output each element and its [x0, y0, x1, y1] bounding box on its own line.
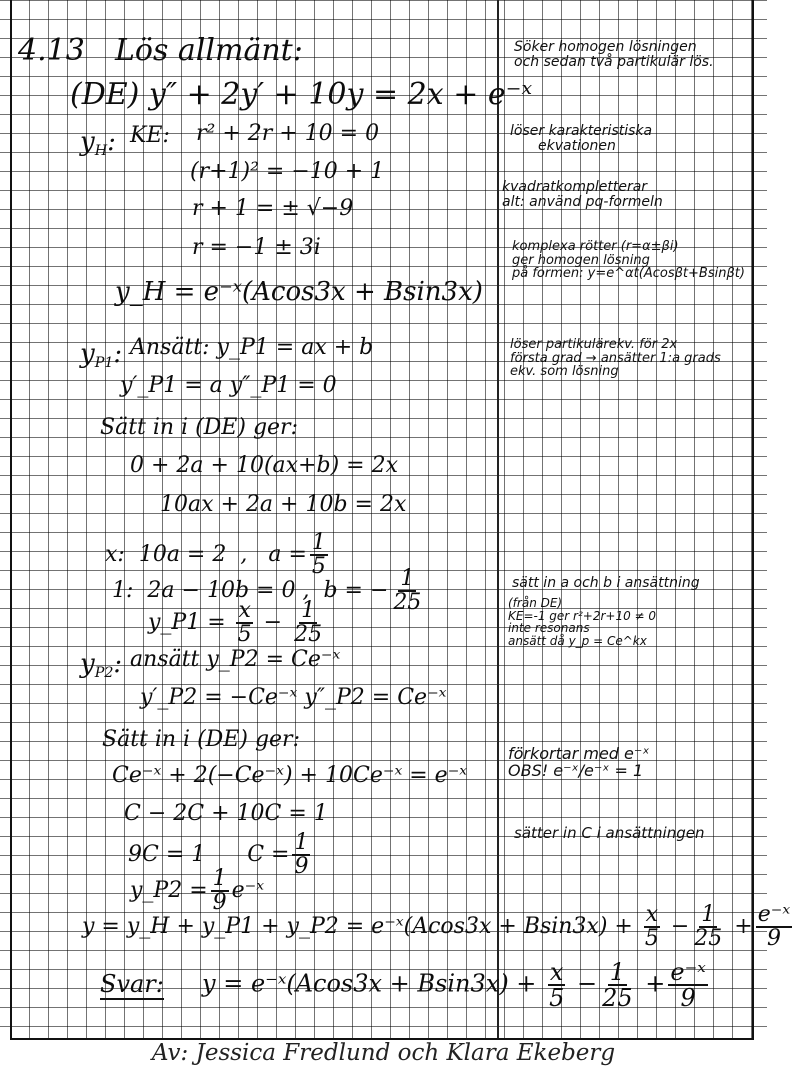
- particular1-insert: Sätt in i (DE) ger:: [100, 415, 298, 440]
- c-fraction: $\frac{1}{9}$: [294, 830, 309, 879]
- note-cancel-exponential: förkortar med e⁻ˣ OBS! e⁻ˣ/e⁻ˣ = 1: [508, 744, 650, 780]
- particular2-insert: Sätt in i (DE) ger:: [102, 727, 300, 752]
- particular1-step-1: 0 + 2a + 10(ax+b) = 2x: [130, 453, 398, 478]
- note-insert-ab: sätt in a och b i ansättning: [512, 575, 700, 591]
- margin-divider: [497, 0, 499, 1040]
- frame-line-right: [752, 0, 754, 1040]
- particular2-step-1: Ce⁻ˣ + 2(−Ce⁻ˣ) + 10Ce⁻ˣ = e⁻ˣ: [112, 763, 468, 788]
- particular1-step-2: 10ax + 2a + 10b = 2x: [160, 492, 407, 517]
- note-homogeneous-intro: Söker homogen lösningen och sedan två partikulär lös.: [514, 39, 714, 70]
- frame-line-left: [10, 0, 12, 1040]
- a-fraction: $\frac{1}{5}$: [311, 530, 326, 579]
- particular2-solution: y_P2 = $\frac{1}{9}$ e⁻ˣ: [130, 866, 265, 915]
- ke-step-3: r + 1 = ± √−9: [192, 196, 354, 221]
- homogeneous-solution: y_H = e⁻ˣ(Acos3x + Bsin3x): [115, 277, 483, 307]
- note-complex-roots: komplexa rötter (r=α±βi) ger homogen lösning på formen: y=e^αt(Acosβt+Bsinβt): [512, 239, 745, 282]
- note-insert-c: sätter in C i ansättningen: [514, 824, 705, 842]
- problem-number: 4.13: [18, 33, 85, 68]
- particular1-ansatz: Ansätt: y_P1 = ax + b: [130, 335, 374, 360]
- answer-label: Svar:: [100, 969, 164, 998]
- constant-coefficient-row: 1: 2a − 10b = 0 , b = − $\frac{1}{25}$: [112, 566, 422, 615]
- x-coefficient-row: x: 10a = 2 , a = $\frac{1}{5}$: [105, 530, 326, 579]
- homogeneous-label: $y_H$:: [80, 127, 116, 159]
- note-complete-square: kvadratkompletterar alt: använd pq-formeln: [502, 179, 663, 210]
- particular2-label: $y_{P2}$:: [80, 649, 123, 681]
- particular1-derivatives: y′_P1 = a y″_P1 = 0: [120, 373, 337, 398]
- ke-step-2: (r+1)² = −10 + 1: [190, 159, 385, 184]
- note-resonance: (från DE) KE=-1 ger r²+2r+10 ≠ 0 inte resonans ansätt då y_p = Ce^kx: [508, 596, 657, 648]
- authors-signature: Av: Jessica Fredlund och Klara Ekeberg: [151, 1040, 616, 1066]
- b-fraction: $\frac{1}{25}$: [393, 566, 422, 615]
- particular2-derivatives: y′_P2 = −Ce⁻ˣ y″_P2 = Ce⁻ˣ: [140, 685, 447, 710]
- ke-step-1: r² + 2r + 10 = 0: [196, 121, 380, 146]
- particular2-step-2: C − 2C + 10C = 1: [124, 801, 328, 826]
- c-row: 9C = 1 C = $\frac{1}{9}$: [128, 830, 309, 879]
- ke-step-4: r = −1 ± 3i: [192, 235, 321, 260]
- note-particular-first-degree: löser partikulärekv. för 2x första grad → ansätter 1:a grads ekv. som lösning: [510, 337, 721, 380]
- answer: Svar: y = e⁻ˣ(Acos3x + Bsin3x) + $\frac{x}{5}$ − $\frac{1}{25}$ + $\frac{\text{e⁻ˣ}}{9}$: [100, 958, 706, 1012]
- note-characteristic: löser karakteristiska ekvationen: [510, 123, 653, 154]
- particular1-solution: y_P1 = $\frac{x}{5}$ − $\frac{1}{25}$: [148, 598, 323, 647]
- particular1-label: $y_{P1}$:: [80, 339, 123, 371]
- differential-equation: (DE) y″ + 2y′ + 10y = 2x + e⁻ˣ: [70, 77, 533, 112]
- ke-label: KE:: [130, 123, 170, 148]
- problem-title: Lös allmänt:: [115, 33, 303, 68]
- general-solution: y = y_H + y_P1 + y_P2 = e⁻ˣ(Acos3x + Bsin3x) + $\frac{x}{5}$ − $\frac{1}{25}$ + $\frac{\text{e⁻ˣ}}{9}$: [82, 902, 791, 951]
- particular2-ansatz: ansätt y_P2 = Ce⁻ˣ: [130, 647, 341, 672]
